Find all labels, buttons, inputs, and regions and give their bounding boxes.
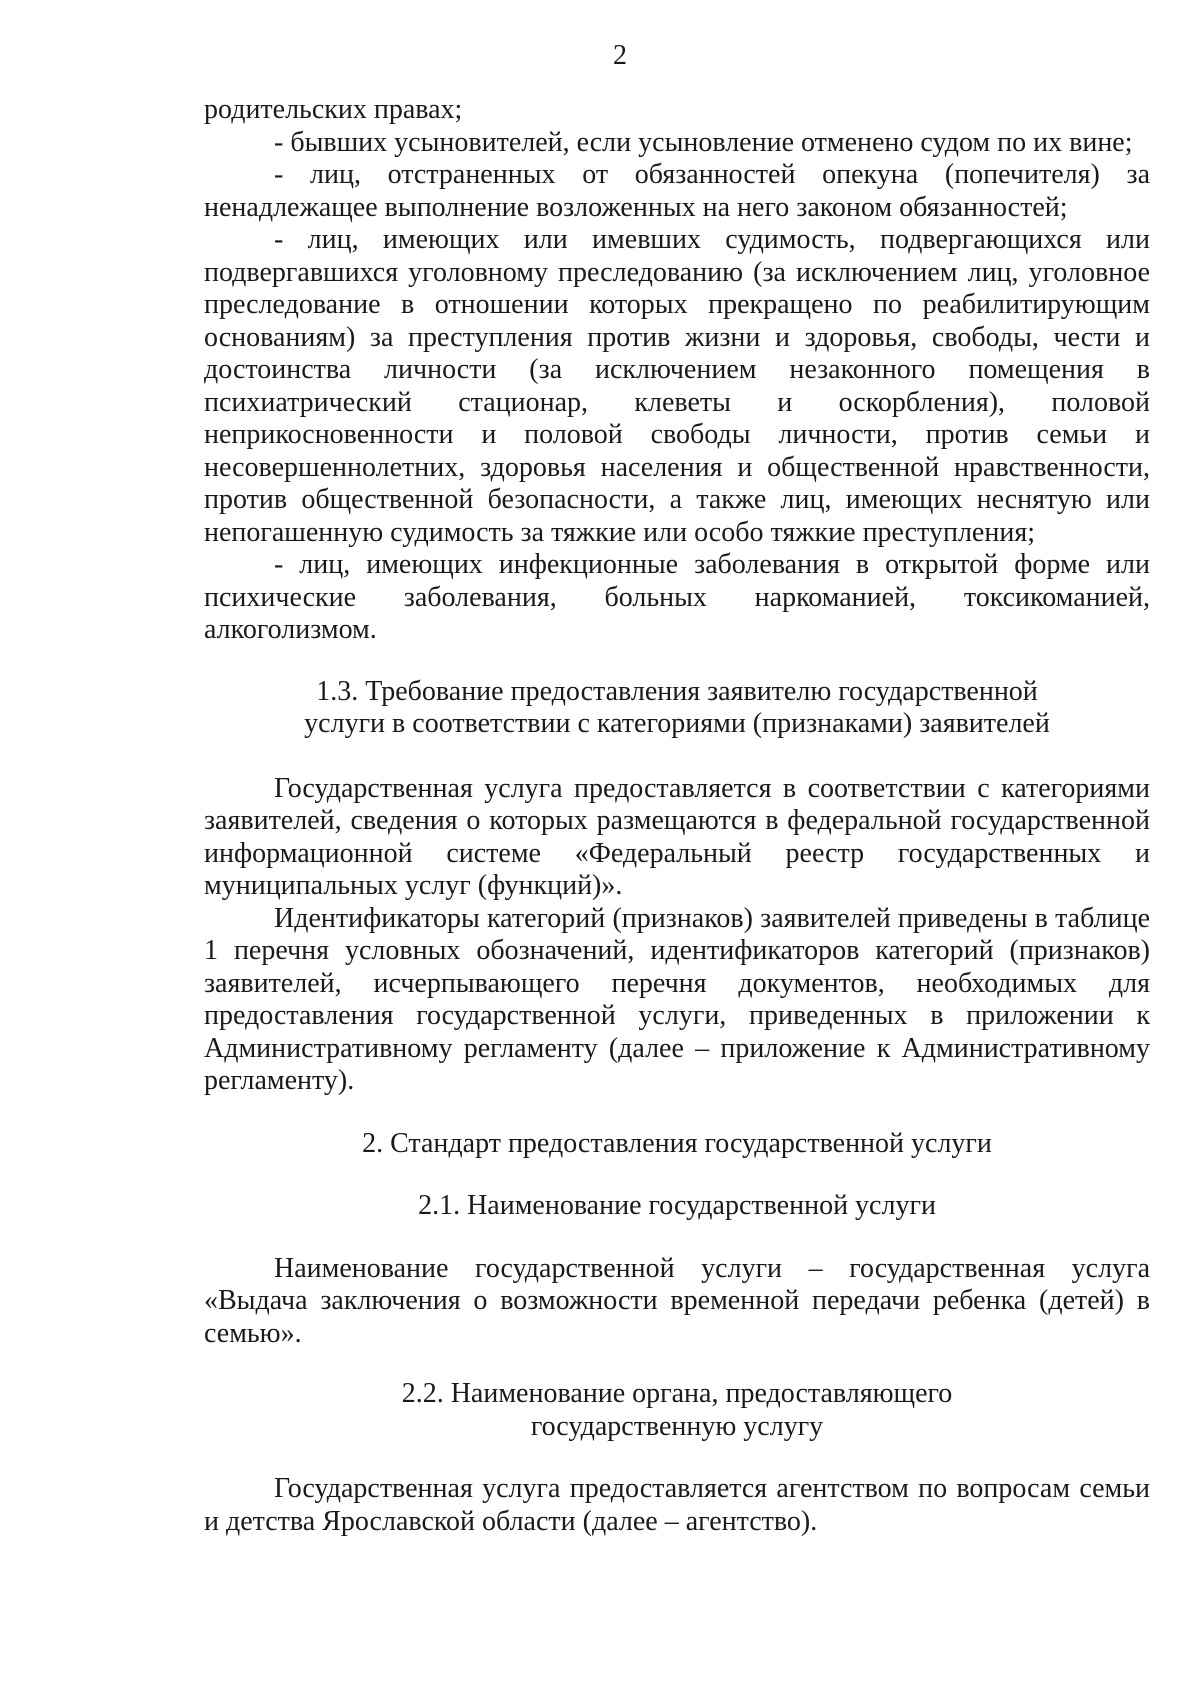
paragraph-continuation: родительских правах; [204,94,463,125]
paragraph-agency: Государственная услуга предоставляется агентством по вопросам семьи и детства Ярославской области (далее – агентство). [204,1473,1150,1537]
page-number: 2 [613,40,627,71]
paragraph-service-name: Наименование государственной услуги – государственная услуга «Выдача заключения о возможности временной передачи ребенка (детей) в семью». [204,1252,1150,1349]
list-item-removed-guardians: - лиц, отстраненных от обязанностей опекуна (попечителя) за ненадлежащее выполнение возложенных на него законом обязанностей; [204,159,1150,223]
document-body [204,94,1150,1538]
section-heading-2: 2. Стандарт предоставления государственной услуги [362,1127,992,1159]
list-item-convictions: - лиц, имеющих или имевших судимость, подвергающихся или подвергавшихся уголовному преследованию (за исключением лиц, уголовное преследование в отношении которых прекращено по реабилитирующим основаниям) за преступления против жизни и здоровья, свободы, чести и достоинства личности (за исключением незаконного помещения в психиатрический стационар, клеветы и оскорбления), половой неприкосновенности и половой свободы личности, против семьи и несовершеннолетних, здоровья населения и общественной нравственности, против общественной безопасности, а также лиц, имеющих неснятую или непогашенную судимость за тяжкие или особо тяжкие преступления; [204,224,1150,548]
list-item-former-adopters: - бывших усыновителей, если усыновление отменено судом по их вине; [274,126,1133,158]
section-heading-2-2-line2: государственную услугу [530,1410,824,1442]
section-heading-2-2-line1: 2.2. Наименование органа, предоставляющего [401,1378,953,1409]
paragraph-categories: Государственная услуга предоставляется в соответствии с категориями заявителей, сведения о которых размещаются в федеральной государственной информационной системе «Федеральный реестр государственных и муниципальных услуг (функций)». [204,772,1150,901]
list-item-diseases: - лиц, имеющих инфекционные заболевания в открытой форме или психические заболевания, больных наркоманией, токсикоманией, алкоголизмом. [204,549,1150,645]
paragraph-identifiers: Идентификаторы категорий (признаков) заявителей приведены в таблице 1 перечня условных обозначений, идентификаторов категорий (признаков) заявителей, исчерпывающего перечня документов, необходимых для предоставления государственной услуги, приведенных в приложении к Административному регламенту (далее – приложение к Административному регламенту). [204,902,1150,1096]
section-heading-1-3-line2: услуги в соответствии с категориями (признаками) заявителей [304,708,1050,739]
section-heading-2-1: 2.1. Наименование государственной услуги [418,1190,936,1221]
section-heading-1-3-line1: 1.3. Требование предоставления заявителю государственной [316,675,1038,707]
